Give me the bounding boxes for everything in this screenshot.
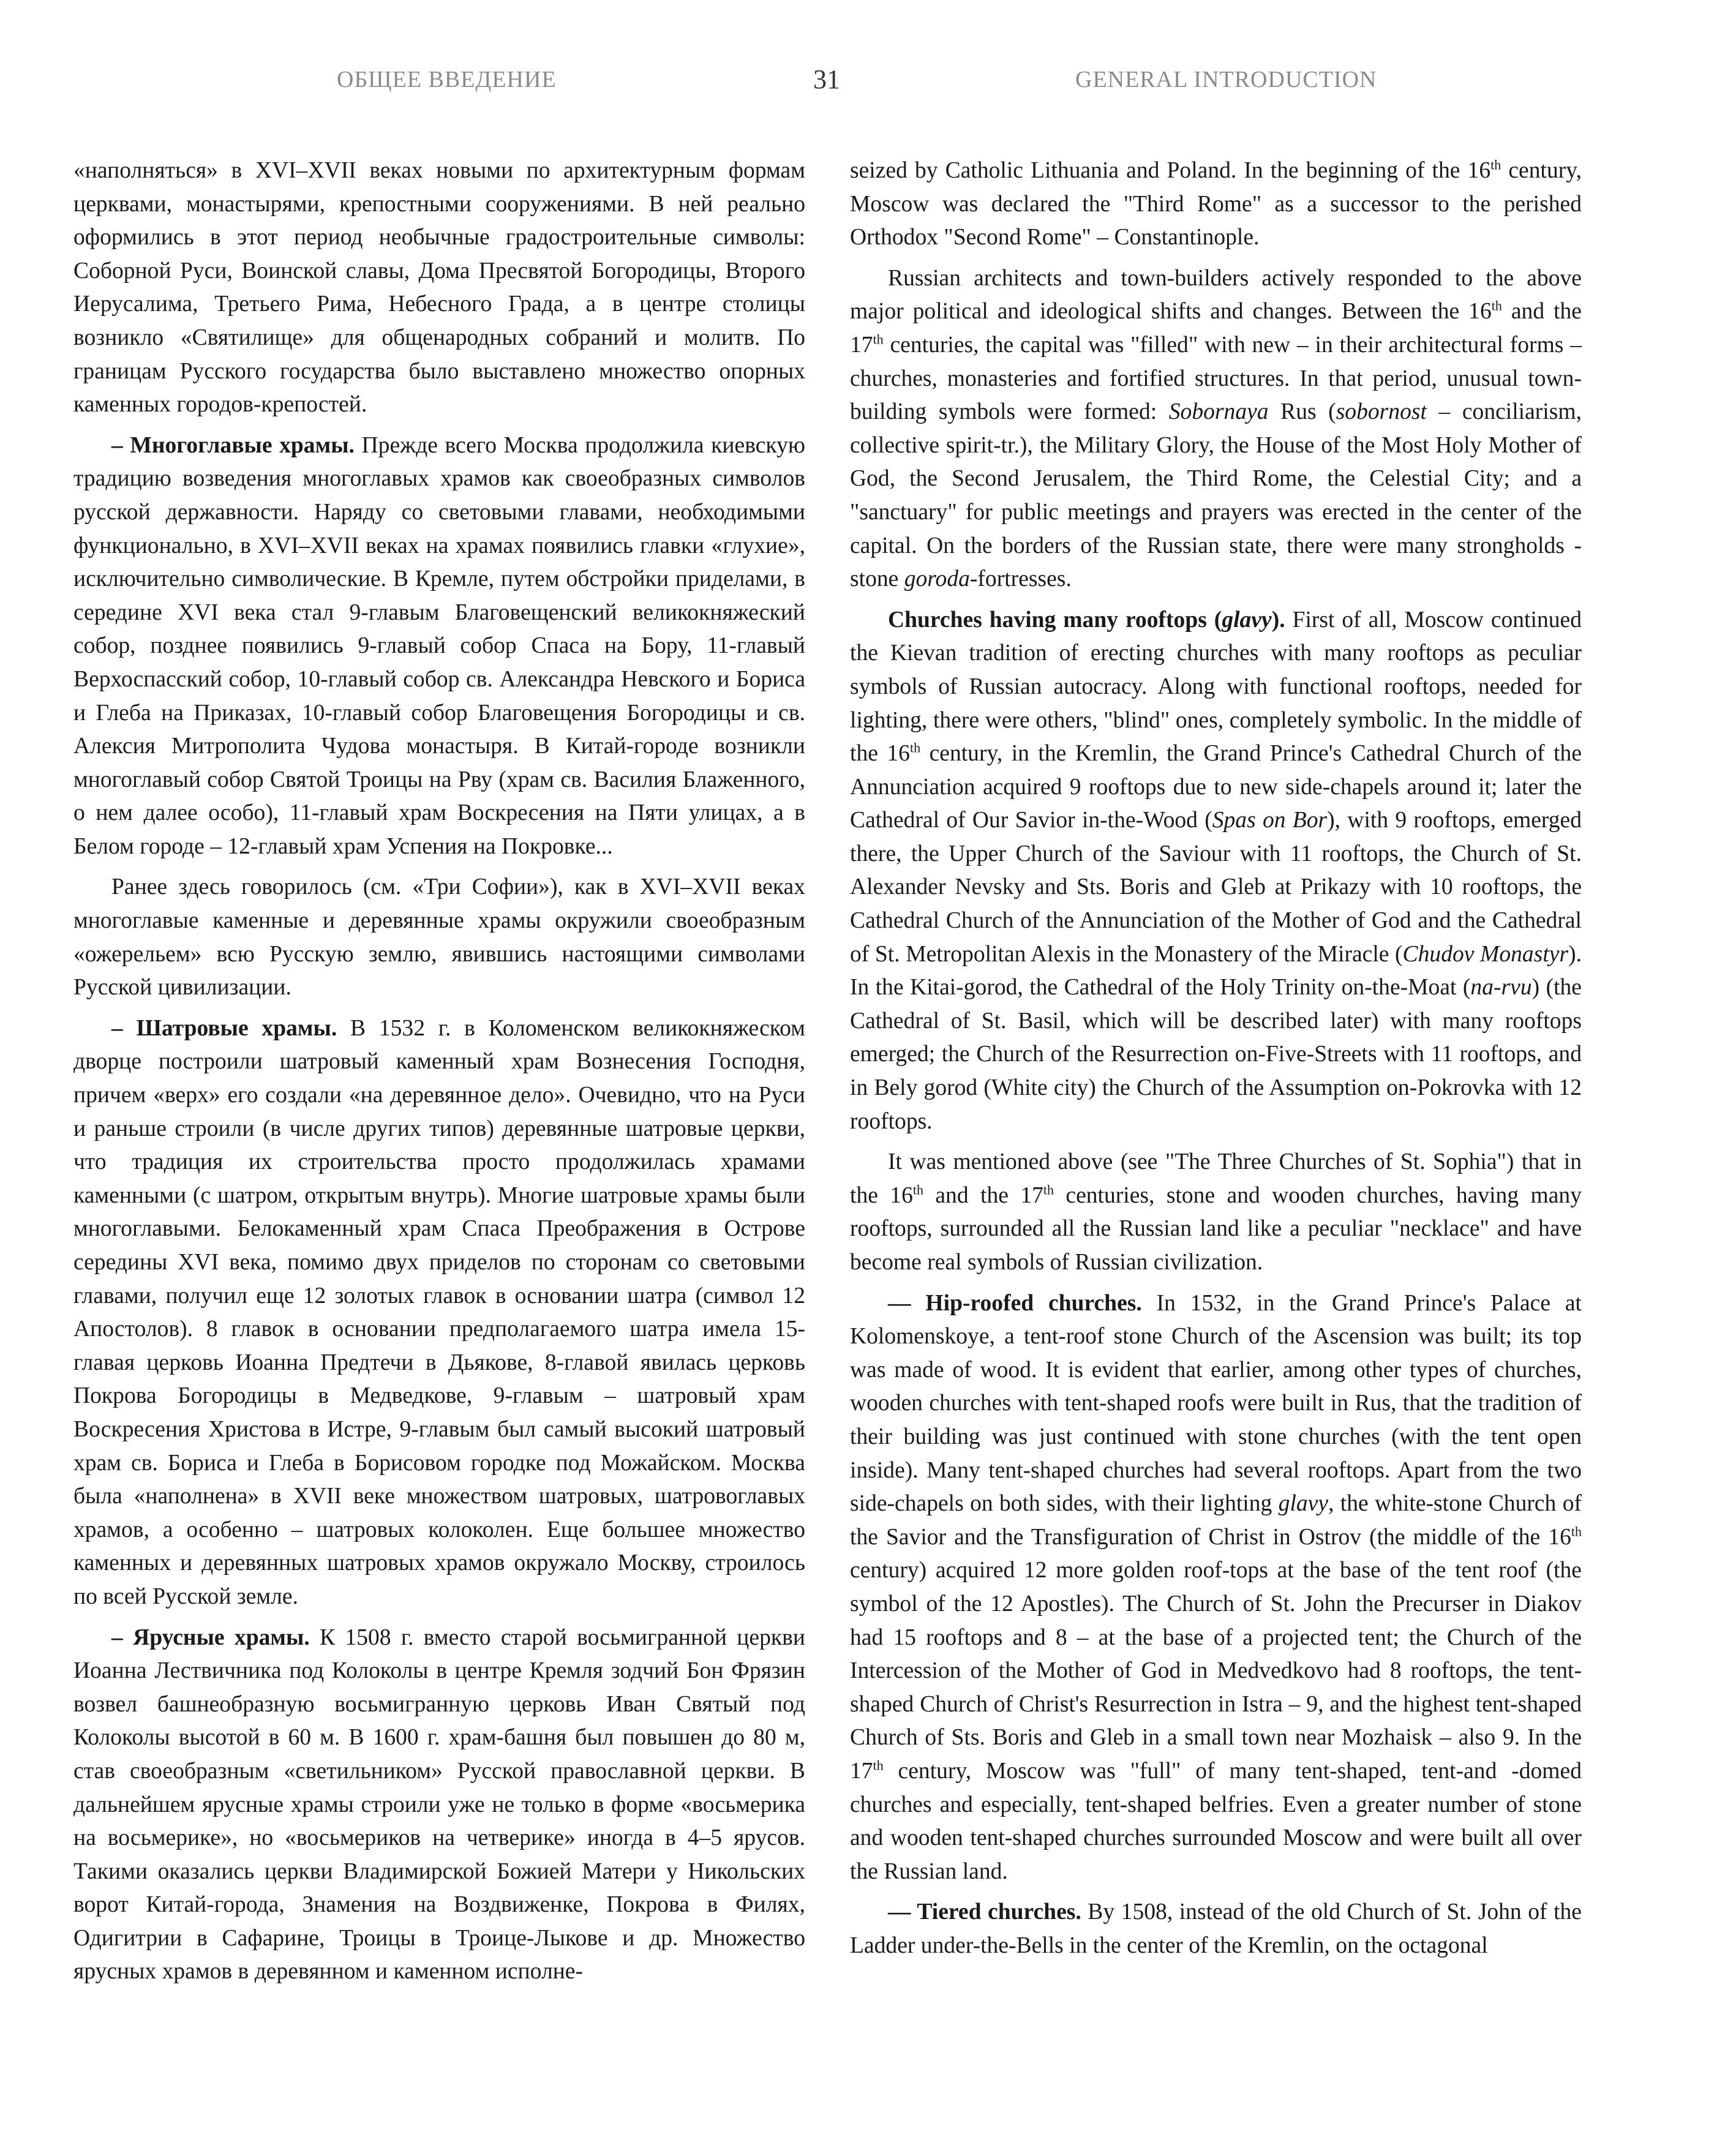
en-italic: glavy — [1222, 607, 1272, 633]
ru-paragraph-5 — [73, 1621, 805, 1989]
en-italic: glavy — [1278, 1491, 1329, 1517]
en-text: and the 17 — [923, 1182, 1043, 1208]
running-head-left: ОБЩЕЕ ВВЕДЕНИЕ — [337, 67, 557, 92]
russian-column — [73, 154, 805, 1996]
en-text: – conciliarism, collective spirit-tr.), the Military Glory, the House of the Most Holy Mother of God, the Second Jerusalem, the Third Rome, the Celestial City; and a "sanctuary" for public meetings and prayers was erected in the center of the capital. On the borders of the Russian state, there were many strongholds -stone — [850, 399, 1582, 592]
en-text: First of all, Moscow continued the Kievan tradition of erecting churches with many rooftops as peculiar symbols of Russian autocracy. Along with functional rooftops, needed for lighting, there were others, "blind" ones, completely symbolic. In the middle of the 16 — [850, 607, 1582, 767]
en-heading-tiered: — Tiered churches. — [888, 1899, 1081, 1925]
ru-paragraph-4-text: В 1532 г. в Коломенском великокняжеском дворце построили шатровый каменный храм Вознесения Господня, причем «верх» его создали «на деревянное дело». Очевидно, что на Руси и раньше строили (в числе других типов) деревянные шатровые церкви, что традиция их строительства просто продолжилась храмами каменными (с шатром, открытым внутрь). Многие шатровые храмы были многоглавыми. Белокаменный храм Спаса Преображения в Острове середины XVI века, помимо двух приделов по сторонам со световыми главами, получил еще 12 золотых главок в основании шатра (символ 12 Апостолов). 8 главок в основании предполагаемого шатра имела 15-главая церковь Иоанна Предтечи в Дьякове, 8-главой явилась церковь Покрова Богородицы в Медведкове, 9-главым – шатровый храм Воскресения Христова в Истре, 9-главым был самый высокий шатровый храм св. Бориса и Глеба в Борисовом городке под Можайском. Москва была «наполнена» в XVII веке множеством шатровых, шатровоглавых храмов, а особенно – шатровых колоколен. Еще большее множество каменных и деревянных шатровых храмов окружало Москву, строилось по всей Русской земле. — [73, 1015, 805, 1609]
english-column — [850, 154, 1582, 1970]
en-paragraph-5 — [850, 1287, 1582, 1889]
en-text: centuries, stone and wooden churches, having many rooftops, surrounded all the Russian land like a peculiar "necklace" and have become real symbols of Russian civilization. — [850, 1182, 1582, 1275]
en-text: seized by Catholic Lithuania and Poland. In the beginning of the 16 — [850, 158, 1491, 183]
en-paragraph-6 — [850, 1896, 1582, 1962]
ru-paragraph-3: Ранее здесь говорилось (см. «Три Софии»), как в XVI–XVII веках многоглавые каменные и деревянные храмы окружили своеобразным «ожерельем» всю Русскую землю, явившись настоящими символами Русской цивилизации. — [73, 874, 805, 1001]
en-superscript: th — [1491, 298, 1502, 314]
en-superscript: th — [873, 1757, 884, 1773]
en-text: century) acquired 12 more golden roof-tops at the base of the tent roof (the symbol of the 12 Apostles). The Church of St. John the Precurser in Diakov had 15 rooftops and 8 – at the base of a projected tent; the Church of the Intercession of the Mother of God in Medvedkovo had 8 rooftops, the tent-shaped Church of Christ's Resurrection in Istra – 9, and the highest tent-shaped Church of Sts. Boris and Gleb in a small town near Mozhaisk – also 9. In the 17 — [850, 1558, 1582, 1784]
en-italic: Sobornaya — [1168, 399, 1269, 425]
en-text: By 1508, instead of the old Church of St. John of the Ladder under-the-Bells in the center of the Kremlin, on the octagonal — [850, 1899, 1582, 1958]
en-text: ). In the Kitai-gorod, the Cathedral of the Holy Trinity on-the-Moat ( — [850, 941, 1582, 1001]
en-italic: Chudov Monastyr — [1402, 941, 1569, 967]
en-italic: sobornost — [1336, 399, 1427, 425]
ru-heading-hip-roofed: – Шатровые храмы. — [111, 1015, 337, 1041]
ru-paragraph-4 — [73, 1012, 805, 1614]
en-paragraph-4 — [850, 1146, 1582, 1279]
en-heading-text: Churches having many rooftops ( — [888, 607, 1222, 633]
en-heading-text: ). — [1271, 607, 1285, 633]
en-italic: goroda — [904, 566, 970, 592]
page-number: 31 — [813, 64, 840, 94]
ru-paragraph-5-text: К 1508 г. вместо старой восьмигранной церкви Иоанна Лествичника под Колоколы в центре Кремля зодчий Бон Фрязин возвел башнеобразную восьмигранную церковь Иван Святый под Колоколы высотой в 60 м. В 1600 г. храм-башня был повышен до 80 м, став своеобразным «светильником» Русской православной церкви. В дальнейшем ярусные храмы строили уже не только в форме «восьмерика на восьмерике», но «восьмериков на четверике» иногда в 4–5 ярусов. Такими оказались церкви Владимирской Божией Матери у Никольских ворот Китай-города, Знамения на Воздвиженке, Покрова в Филях, Одигитрии в Сафарине, Троицы в Троице-Лыкове и др. Множество ярусных храмов в деревянном и каменном исполне- — [73, 1624, 805, 1985]
en-paragraph-1 — [850, 154, 1582, 255]
en-superscript: th — [1490, 157, 1501, 173]
ru-heading-multidomed: – Многоглавые храмы. — [111, 432, 355, 458]
en-superscript: th — [912, 1182, 923, 1198]
en-heading-many-rooftops — [888, 607, 1285, 633]
en-text: century, in the Kremlin, the Grand Prince's Cathedral Church of the Annunciation acquired 9 rooftops due to new side-chapels around it; later the Cathedral of Our Savior in-the-Wood ( — [850, 741, 1582, 833]
en-superscript: th — [873, 331, 884, 347]
en-text: ) (the Cathedral of St. Basil, which will be described later) with many rooftops emerged; the Church of the Resurrection on-Five-Streets with 11 rooftops, and in Bely gorod (White city) the Church of the Assumption on-Pokrovka with 12 rooftops. — [850, 975, 1582, 1134]
ru-heading-tiered: – Ярусные храмы. — [111, 1624, 310, 1650]
en-paragraph-3 — [850, 604, 1582, 1139]
en-text: -fortresses. — [969, 566, 1072, 592]
en-paragraph-2 — [850, 262, 1582, 596]
en-text: century, Moscow was declared the "Third Rome" as a successor to the perished Orthodox "Second Rome" – Constantinople. — [850, 158, 1582, 250]
ru-paragraph-2 — [73, 429, 805, 864]
en-text: Rus ( — [1268, 399, 1336, 425]
ru-paragraph-2-text: Прежде всего Москва продолжила киевскую традицию возведения многоглавых храмов как своеобразных символов русской державности. Наряду со световыми главами, необходимыми функционально, в XVI–XVII веках на храмах появились главки «глухие», исключительно символические. В Кремле, путем обстройки приделами, в середине XVI века стал 9-главым Благовещенский великокняжеский собор, позднее появились 9-главый собор Спаса на Бору, 11-главый Верхоспасский собор, 10-главый собор св. Александра Невского и Бориса и Глеба на Приказах, 10-главый собор Благовещения Богородицы и св. Алексия Митрополита Чудова монастыря. В Китай-городе возникли многоглавый собор Святой Троицы на Рву (храм св. Василия Блаженного, о нем далее особо), 11-главый храм Воскресения на Пяти улицах, а в Белом городе – 12-главый храм Успения на Покровке... — [73, 432, 805, 859]
en-text: and the 17 — [850, 299, 1582, 358]
en-text: In 1532, in the Grand Prince's Palace at Kolomenskoye, a tent-roof stone Church of the Ascension was built; its top was made of wood. It is evident that earlier, among other types of churches, wooden churches with tent-shaped roofs were built in Rus, that the tradition of their building was just continued with stone churches (with the tent open inside). Many tent-shaped churches had several rooftops. Apart from the two side-chapels on both sides, with their lighting — [850, 1290, 1582, 1517]
en-heading-hip-roofed: — Hip-roofed churches. — [888, 1290, 1142, 1316]
en-text: , the white-stone Church of the Savior and the Transfiguration of Christ in Ostrov (the middle of the 16 — [850, 1491, 1582, 1550]
en-italic: Spas on Bor — [1212, 808, 1328, 833]
en-superscript: th — [1043, 1182, 1054, 1198]
en-italic: na-rvu — [1470, 975, 1532, 1001]
en-text: centuries, the capital was "filled" with new – in their architectural forms – churches, monasteries and fortified structures. In that period, unusual town-building symbols were formed: — [850, 332, 1582, 425]
en-text: It was mentioned above (see "The Three Churches of St. Sophia") that in the 16 — [850, 1149, 1582, 1208]
running-head-right: GENERAL INTRODUCTION — [1075, 67, 1377, 92]
en-text: century, Moscow was "full" of many tent-shaped, tent-and -domed churches and especially, tent-shaped belfries. Even a greater number of stone and wooden tent-shaped churches surrounded Moscow and were built all over the Russian land. — [850, 1758, 1582, 1884]
en-text: ), with 9 rooftops, emerged there, the Upper Church of the Saviour with 11 rooftops, the Church of St. Alexander Nevsky and Sts. Boris and Gleb at Prikazy with 10 rooftops, the Cathedral Church of the Annunciation of the Mother of God and the Cathedral of St. Metropolitan Alexis in the Monastery of the Miracle ( — [850, 808, 1582, 967]
en-superscript: th — [909, 740, 921, 756]
ru-paragraph-1: «наполняться» в XVI–XVII веках новыми по архитектурным формам церквами, монастырями, крепостными сооружениями. В ней реально оформились в этот период необычные градостроительные символы: Соборной Руси, Воинской славы, Дома Пресвятой Богородицы, Второго Иерусалима, Третьего Рима, Небесного Града, а в центре столицы возникло «Святилище» для общенародных собраний и молитв. По границам Русского государства было выставлено множество опорных каменных городов-крепостей. — [73, 158, 805, 418]
en-superscript: th — [1571, 1523, 1582, 1539]
en-text: Russian architects and town-builders actively responded to the above major political and ideological shifts and changes. Between the 16 — [850, 265, 1582, 325]
